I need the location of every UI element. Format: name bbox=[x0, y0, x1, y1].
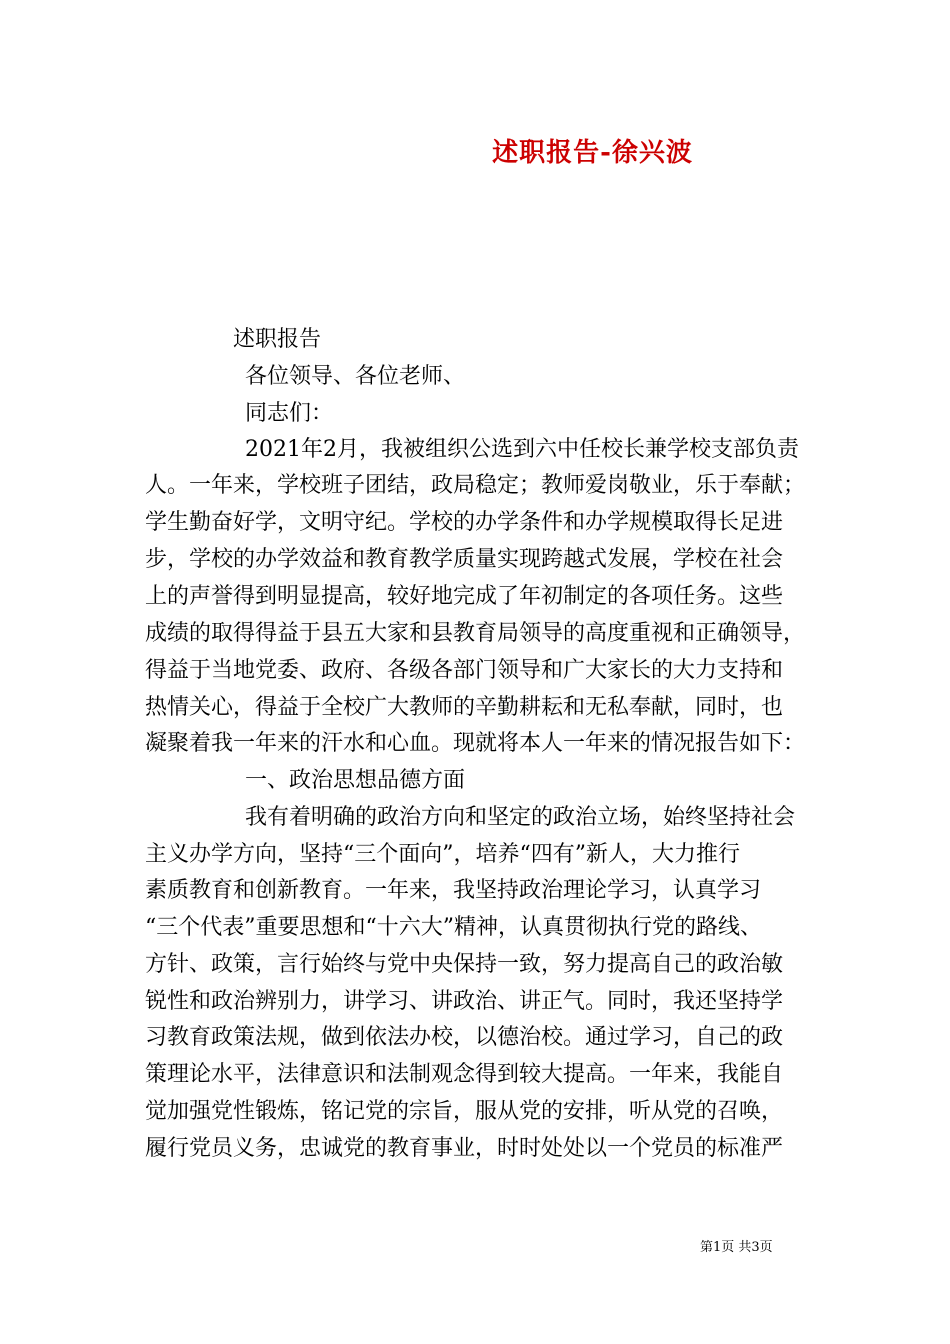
body-line: 策理论水平，法律意识和法制观念得到较大提高。一年来，我能自 bbox=[145, 1062, 784, 1087]
document-title: 述职报告-徐兴波 bbox=[492, 138, 693, 168]
body-line: 习教育政策法规，做到依法办校，以德治校。通过学习，自己的政 bbox=[145, 1025, 784, 1050]
body-line: 各位领导、各位老师、 bbox=[245, 364, 466, 389]
body-line: 锐性和政治辨别力，讲学习、讲政治、讲正气。同时，我还坚持学 bbox=[145, 989, 784, 1014]
body-line: 履行党员义务，忠诚党的教育事业，时时处处以一个党员的标准严 bbox=[145, 1136, 784, 1161]
body-line: 我有着明确的政治方向和坚定的政治立场，始终坚持社会 bbox=[245, 805, 796, 830]
body-line: 学生勤奋好学，文明守纪。学校的办学条件和办学规模取得长足进 bbox=[145, 510, 784, 535]
body-line: 述职报告 bbox=[233, 327, 322, 352]
body-line: 凝聚着我一年来的汗水和心血。现就将本人一年来的情况报告如下： bbox=[145, 731, 806, 756]
body-line: 得益于当地党委、政府、各级各部门领导和广大家长的大力支持和 bbox=[145, 658, 784, 683]
body-line: 上的声誉得到明显提高，较好地完成了年初制定的各项任务。这些 bbox=[145, 584, 784, 609]
body-line: 方针、政策，言行始终与党中央保持一致，努力提高自己的政治敏 bbox=[145, 952, 784, 977]
page-number-footer: 第1页 共3页 bbox=[700, 1240, 773, 1255]
body-line: 2021年2月，我被组织公选到六中任校长兼学校支部负责 bbox=[245, 437, 799, 462]
body-line: 素质教育和创新教育。一年来，我坚持政治理论学习，认真学习 bbox=[145, 878, 762, 903]
section-heading: 一、政治思想品德方面 bbox=[245, 768, 466, 793]
body-line: 同志们： bbox=[245, 401, 334, 426]
body-line: 觉加强党性锻炼，铭记党的宗旨，服从党的安排，听从党的召唤， bbox=[145, 1099, 784, 1124]
body-line: 人。一年来，学校班子团结，政局稳定；教师爱岗敬业，乐于奉献； bbox=[145, 473, 806, 498]
body-line: 成绩的取得得益于县五大家和县教育局领导的高度重视和正确领导， bbox=[145, 621, 806, 646]
body-line: 主义办学方向，坚持“三个面向”，培养“四有”新人，大力推行 bbox=[145, 842, 740, 867]
body-line: “三个代表”重要思想和“十六大”精神，认真贯彻执行党的路线、 bbox=[145, 915, 762, 940]
body-line: 步，学校的办学效益和教育教学质量实现跨越式发展，学校在社会 bbox=[145, 547, 784, 572]
body-line: 热情关心，得益于全校广大教师的辛勤耕耘和无私奉献，同时，也 bbox=[145, 695, 784, 720]
